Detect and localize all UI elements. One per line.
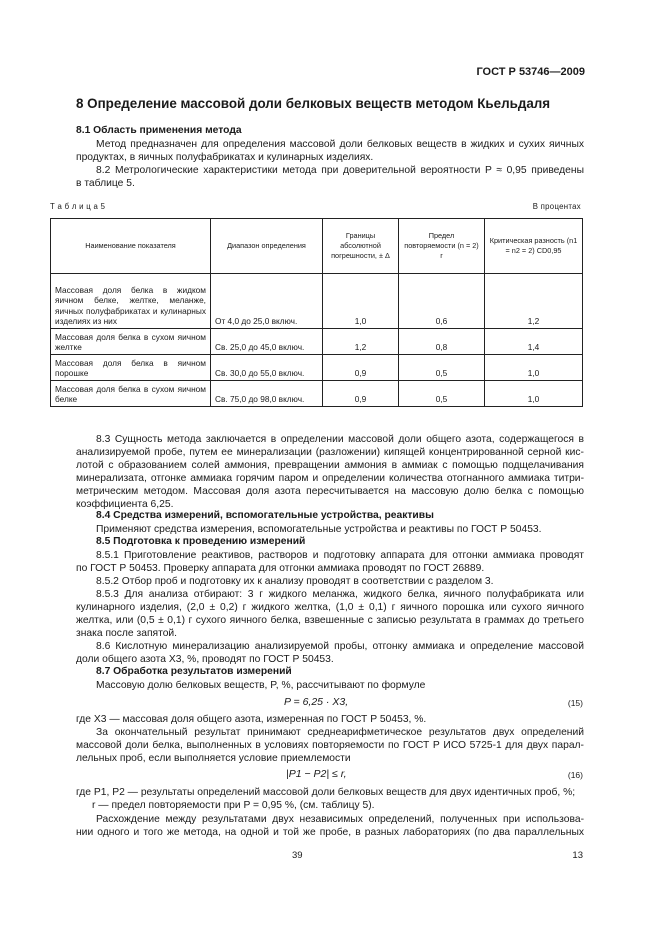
table-row bbox=[51, 329, 583, 355]
paragraph-8-5-3-line1: 8.5.3 Для анализа отбирают: 3 г жидкого меланжа, жидкого белка, яичного полуфабриката или bbox=[96, 589, 584, 600]
row-range: От 4,0 до 25,0 включ. bbox=[211, 274, 323, 329]
paragraph-8-7-3-line2: нии одного и того же метода, на одной и той же пробе, в разных лабораториях (по два параллельных bbox=[76, 827, 584, 838]
paragraph-8-2-line1: 8.2 Метрологические характеристики метода при доверительной вероятности P ≈ 0,95 приведены bbox=[96, 165, 584, 176]
paragraph-8-3-line5: метрическим методом. Массовая доля азота пересчитывается на массовую долю белка с помощью bbox=[76, 486, 584, 497]
header-range: Диапазон определения bbox=[211, 219, 323, 274]
formula-15: P = 6,25 · X3, bbox=[284, 696, 349, 708]
row-cd: 1,0 bbox=[485, 355, 583, 381]
row-name: Массовая доля белка в яичном порошке bbox=[51, 355, 211, 381]
subsection-8-7-heading: 8.7 Обработка результатов измерений bbox=[96, 666, 292, 677]
page-number-right: 13 bbox=[572, 850, 583, 861]
formula-16-explanation-line1: где P1, P2 — результаты определений массовой доли белковых веществ для двух идентичных проб, %; bbox=[76, 787, 576, 798]
paragraph-8-7-3-line1: Расхождение между результатами двух независимых определений, полученных при использова- bbox=[96, 814, 584, 825]
row-cd: 1,0 bbox=[485, 381, 583, 407]
paragraph-8-6-line2: доли общего азота X3, %, проводят по ГОСТ Р 50453. bbox=[76, 654, 334, 665]
row-delta: 0,9 bbox=[323, 355, 399, 381]
paragraph-8-2-line2: в таблице 5. bbox=[76, 178, 135, 189]
row-cd: 1,2 bbox=[485, 274, 583, 329]
paragraph-8-7-2-line1: За окончательный результат принимают среднеарифметическое результатов двух определений bbox=[96, 727, 584, 738]
table-label: Т а б л и ц а 5 bbox=[50, 202, 106, 211]
table-header-row bbox=[51, 219, 583, 274]
equation-number-16: (16) bbox=[567, 770, 583, 780]
paragraph-8-6-line1: 8.6 Кислотную минерализацию анализируемой пробы, отгонку аммиака и определение массовой bbox=[96, 641, 584, 652]
table-row bbox=[51, 274, 583, 329]
table-row bbox=[51, 355, 583, 381]
formula-16-explanation-line2: r — предел повторяемости при P = 0,95 %, (см. таблицу 5). bbox=[92, 800, 375, 811]
paragraph-8-5-3-line3: желтка, или (0,5 ± 0,1) г сухого яичного белка, взвешенные с записью результата в граммах до третьего bbox=[76, 615, 584, 626]
section-title: 8 Определение массовой доли белковых веществ методом Кьельдаля bbox=[76, 96, 551, 111]
paragraph-8-5-1-line1: 8.5.1 Приготовление реактивов, растворов и подготовку аппарата для отгонки аммиака проводят bbox=[96, 550, 584, 561]
paragraph-8-3-line3: лотой с образованием солей аммония, превращении аммония в аммиак с помощью подщелачивания bbox=[76, 460, 584, 471]
subsection-8-4-heading: 8.4 Средства измерений, вспомогательные устройства, реактивы bbox=[96, 510, 434, 521]
row-r: 0,5 bbox=[399, 381, 485, 407]
paragraph-8-4: Применяют средства измерения, вспомогательные устройства и реактивы по ГОСТ Р 50453. bbox=[96, 524, 542, 535]
document-header: ГОСТ Р 53746—2009 bbox=[476, 66, 585, 78]
paragraph-8-5-3-line2: кулинарного изделия, (2,0 ± 0,2) г жидкого желтка, (1,0 ± 0,1) г яичного порошка или сухого яичного bbox=[76, 602, 584, 613]
paragraph-8-3-line1: 8.3 Сущность метода заключается в определении массовой доли общего азота, содержащегося в bbox=[96, 434, 584, 445]
row-delta: 1,0 bbox=[323, 274, 399, 329]
row-delta: 1,2 bbox=[323, 329, 399, 355]
row-range: Св. 25,0 до 45,0 включ. bbox=[211, 329, 323, 355]
row-delta: 0,9 bbox=[323, 381, 399, 407]
paragraph-8-3-line6: коэффициента 6,25. bbox=[76, 499, 174, 510]
subsection-8-1-heading: 8.1 Область применения метода bbox=[76, 125, 242, 136]
table-row bbox=[51, 381, 583, 407]
header-name: Наименование показателя bbox=[51, 219, 211, 274]
row-range: Св. 30,0 до 55,0 включ. bbox=[211, 355, 323, 381]
paragraph-8-7-2-line3: лельных проб, если выполняется условие приемлемости bbox=[76, 753, 351, 764]
row-name: Массовая доля белка в жидком яичном белке, желтке, меланже, яичных полуфабрикатах и кулинарных изделиях из них bbox=[51, 274, 211, 329]
header-bounds: Границы абсолютной погрешности, ± Δ bbox=[323, 219, 399, 274]
row-r: 0,6 bbox=[399, 274, 485, 329]
header-critical: Критическая разность (n1 = n2 = 2) CD0,95 bbox=[485, 219, 583, 274]
row-range: Св. 75,0 до 98,0 включ. bbox=[211, 381, 323, 407]
row-name: Массовая доля белка в сухом яичном желтке bbox=[51, 329, 211, 355]
row-cd: 1,4 bbox=[485, 329, 583, 355]
row-r: 0,5 bbox=[399, 355, 485, 381]
paragraph-8-3-line2: анализируемой пробе, путем ее минерализации (разложении) кипящей концентрированной серной кис- bbox=[76, 447, 584, 458]
paragraph-8-5-2: 8.5.2 Отбор проб и подготовку их к анализу проводят в соответствии с разделом 3. bbox=[96, 576, 494, 587]
paragraph-8-5-3-line4: знака после запятой. bbox=[76, 628, 178, 639]
paragraph-8-7-intro: Массовую долю белковых веществ, P, %, рассчитывают по формуле bbox=[96, 680, 426, 691]
table-5 bbox=[50, 218, 583, 407]
header-repeat: Предел повторяемости (n = 2) r bbox=[399, 219, 485, 274]
paragraph-8-1-line2: продуктах, в яичных полуфабрикатах и кулинарных изделиях. bbox=[76, 152, 374, 163]
row-name: Массовая доля белка в сухом яичном белке bbox=[51, 381, 211, 407]
subsection-8-5-heading: 8.5 Подготовка к проведению измерений bbox=[96, 536, 306, 547]
paragraph-8-7-2-line2: массовой доли белка, выполненных в условиях повторяемости по ГОСТ Р ИСО 5725-1 для двух парал- bbox=[76, 740, 584, 751]
paragraph-8-1-line1: Метод предназначен для определения массовой доли белковых веществ в жидких и сухих яичных bbox=[96, 139, 584, 150]
paragraph-8-3-line4: минерализата, отгонке аммиака горячим паром и определении количества отогнанного аммиака титри- bbox=[76, 473, 584, 484]
formula-15-explanation: где X3 — массовая доля общего азота, измеренная по ГОСТ Р 50453, %. bbox=[76, 714, 427, 725]
page-number-center: 39 bbox=[292, 850, 303, 861]
equation-number-15: (15) bbox=[567, 698, 583, 708]
row-r: 0,8 bbox=[399, 329, 485, 355]
table-unit: В процентах bbox=[532, 202, 581, 211]
paragraph-8-5-1-line2: по ГОСТ Р 50453. Проверку аппарата для отгонки аммиака проводят по ГОСТ 26889. bbox=[76, 563, 485, 574]
formula-16: |P1 − P2| ≤ r, bbox=[286, 768, 347, 780]
